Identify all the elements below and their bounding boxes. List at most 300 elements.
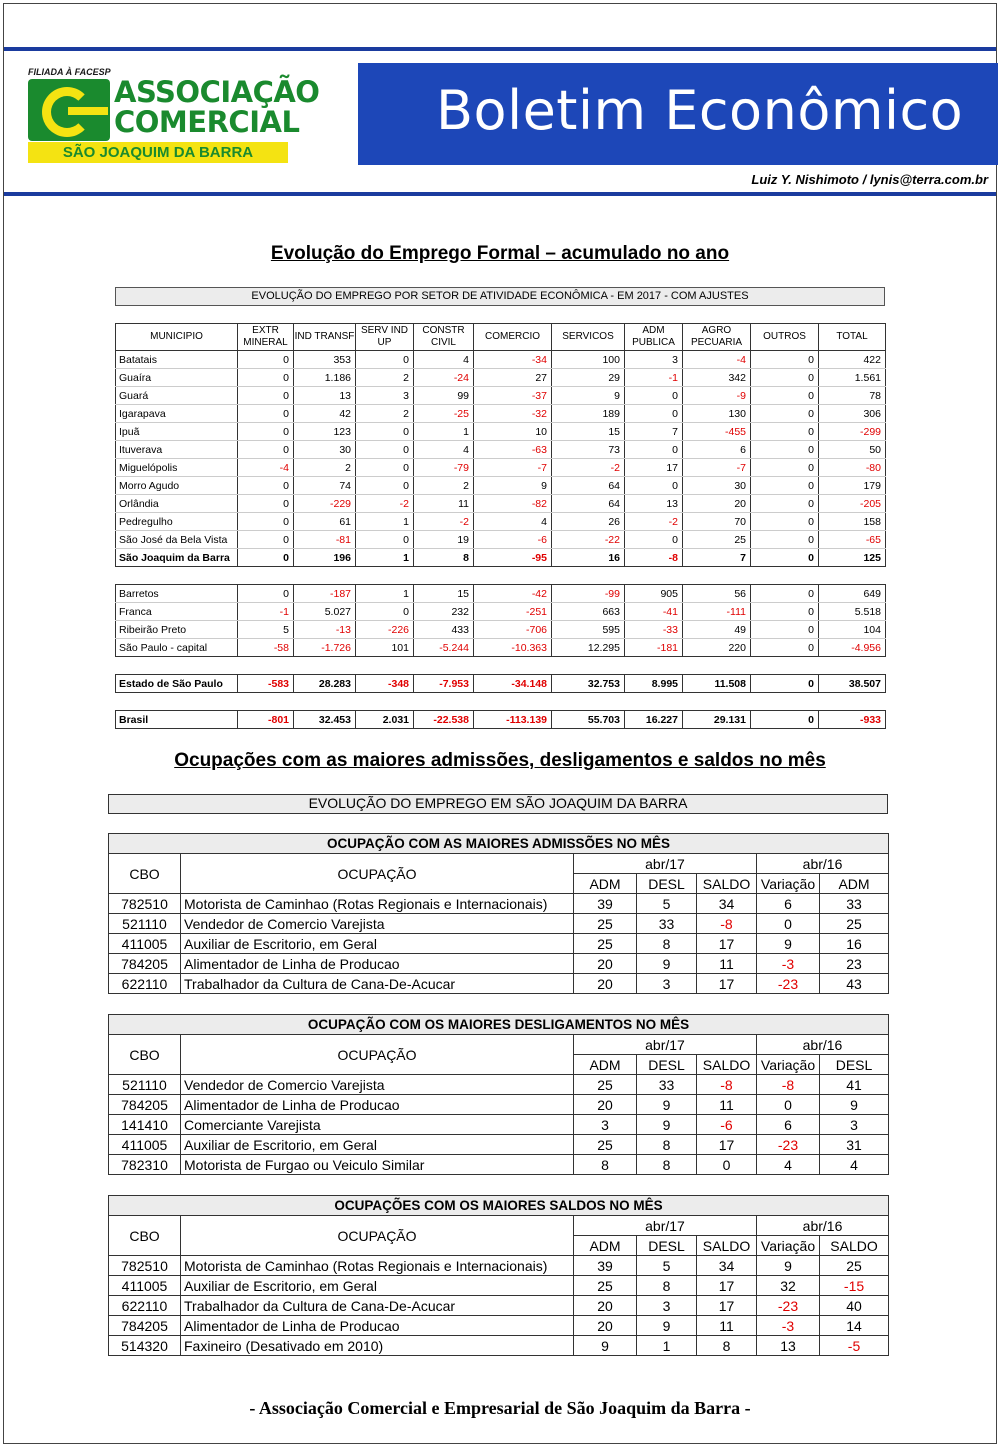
cbo-cell: 782510 [109,894,181,914]
column-header: SERVICOS [552,324,625,351]
table-row [116,675,886,693]
table-row [116,459,886,477]
table-row [116,531,886,549]
ocupacao-cell: Comerciante Varejista [181,1115,574,1135]
value-cell: -1 [238,603,294,621]
value-cell: 3 [820,1115,889,1135]
value-cell: 50 [819,441,886,459]
value-cell: 130 [683,405,751,423]
value-cell: 25 [574,1075,637,1095]
footer-text: - Associação Comercial e Empresarial de São Joaquim da Barra - [249,1398,751,1418]
period-header: abr/16 [757,854,889,874]
value-cell: 5.518 [819,603,886,621]
ocupacao-cell: Motorista de Caminhao (Rotas Regionais e Internacionais) [181,894,574,914]
column-header: ADM [574,1055,637,1075]
value-cell: 649 [819,585,886,603]
value-cell: 20 [574,1095,637,1115]
value-cell: 1 [414,423,474,441]
ocupacao-cell: Alimentador de Linha de Producao [181,1095,574,1115]
value-cell: 31 [820,1135,889,1155]
table-row [109,1135,889,1155]
value-cell: 1 [637,1336,697,1356]
value-cell: 6 [757,1115,820,1135]
cbo-header: CBO [109,1216,181,1256]
value-cell: -25 [414,405,474,423]
value-cell: -33 [625,621,683,639]
value-cell: 42 [294,405,356,423]
value-cell: 9 [552,387,625,405]
cbo-cell: 784205 [109,954,181,974]
table-row [116,711,886,729]
value-cell: 9 [637,954,697,974]
table-row [116,603,886,621]
municipio-cell: Miguelópolis [116,459,238,477]
value-cell: 56 [683,585,751,603]
value-cell: -2 [625,513,683,531]
value-cell: 13 [757,1336,820,1356]
cbo-cell: 784205 [109,1095,181,1115]
value-cell: -22 [552,531,625,549]
value-cell: 40 [820,1296,889,1316]
municipio-cell: Barretos [116,585,238,603]
value-cell: 0 [356,441,414,459]
value-cell: 9 [757,1256,820,1276]
value-cell: 61 [294,513,356,531]
value-cell: 0 [238,585,294,603]
value-cell: 26 [552,513,625,531]
column-header: IND TRANSF [294,324,356,351]
value-cell: -34 [474,351,552,369]
table-row [116,477,886,495]
value-cell: 0 [751,711,819,729]
value-cell: 9 [637,1115,697,1135]
value-cell: 41 [820,1075,889,1095]
value-cell: 0 [751,351,819,369]
value-cell: 15 [414,585,474,603]
occupation-table [108,1014,889,1175]
value-cell: -80 [819,459,886,477]
value-cell: -79 [414,459,474,477]
page-title: Boletim Econômico [436,79,964,142]
value-cell: 0 [757,914,820,934]
table-row [109,1256,889,1276]
cbo-cell: 782310 [109,1155,181,1175]
value-cell: 29 [552,369,625,387]
table-row [116,549,886,567]
value-cell: 0 [356,423,414,441]
value-cell: 5 [238,621,294,639]
value-cell: -801 [238,711,294,729]
value-cell: 15 [552,423,625,441]
value-cell: -933 [819,711,886,729]
value-cell: 33 [637,1075,697,1095]
municipio-cell: Pedregulho [116,513,238,531]
value-cell: 3 [356,387,414,405]
column-header: Variação [757,1236,820,1256]
value-cell: 17 [625,459,683,477]
table-row [109,974,889,994]
value-cell: -65 [819,531,886,549]
value-cell: 8 [574,1155,637,1175]
value-cell: -82 [474,495,552,513]
value-cell: 4 [414,441,474,459]
value-cell: 0 [751,369,819,387]
municipio-cell: Franca [116,603,238,621]
value-cell: 16.227 [625,711,683,729]
value-cell: -7 [474,459,552,477]
value-cell: 0 [238,405,294,423]
value-cell: 905 [625,585,683,603]
value-cell: 0 [238,549,294,567]
value-cell: 55.703 [552,711,625,729]
column-header: ADM PUBLICA [625,324,683,351]
value-cell: -3 [757,1316,820,1336]
value-cell: 0 [238,423,294,441]
value-cell: 1.186 [294,369,356,387]
value-cell: 6 [757,894,820,914]
cbo-cell: 521110 [109,1075,181,1095]
value-cell: -13 [294,621,356,639]
value-cell: 0 [757,1095,820,1115]
value-cell: -348 [356,675,414,693]
value-cell: 25 [574,1135,637,1155]
value-cell: -187 [294,585,356,603]
value-cell: 663 [552,603,625,621]
value-cell: 1 [356,549,414,567]
value-cell: -7 [683,459,751,477]
value-cell: 17 [697,1135,757,1155]
value-cell: 39 [574,1256,637,1276]
value-cell: 2.031 [356,711,414,729]
title-banner [358,63,998,165]
ocupacao-header: OCUPAÇÃO [181,1216,574,1256]
value-cell: 20 [683,495,751,513]
cbo-cell: 622110 [109,1296,181,1316]
table-row [109,1276,889,1296]
value-cell: 0 [751,621,819,639]
value-cell: 220 [683,639,751,657]
value-cell: 2 [294,459,356,477]
value-cell: 3 [574,1115,637,1135]
value-cell: 20 [574,954,637,974]
cbo-header: CBO [109,854,181,894]
value-cell: 0 [356,531,414,549]
table-row [116,639,886,657]
value-cell: 0 [751,513,819,531]
employment-table-banner: EVOLUÇÃO DO EMPREGO POR SETOR DE ATIVIDADE ECONÔMICA - EM 2017 - COM AJUSTES [115,287,885,306]
table-row [109,934,889,954]
value-cell: 0 [356,351,414,369]
value-cell: 433 [414,621,474,639]
cbo-cell: 622110 [109,974,181,994]
table-row [116,405,886,423]
municipio-cell: Guará [116,387,238,405]
spacer-row [116,567,886,585]
value-cell: -7.953 [414,675,474,693]
value-cell: -34.148 [474,675,552,693]
value-cell: -8 [697,914,757,934]
value-cell: 5 [637,1256,697,1276]
value-cell: 20 [574,1316,637,1336]
value-cell: 23 [820,954,889,974]
value-cell: -24 [414,369,474,387]
value-cell: 74 [294,477,356,495]
value-cell: 11.508 [683,675,751,693]
value-cell: 11 [697,1316,757,1336]
period-header: abr/17 [574,1216,757,1236]
value-cell: 0 [238,513,294,531]
value-cell: 1 [356,585,414,603]
value-cell: -5.244 [414,639,474,657]
ocupacao-cell: Motorista de Furgao ou Veiculo Similar [181,1155,574,1175]
value-cell: 0 [751,531,819,549]
municipio-cell: Ituverava [116,441,238,459]
value-cell: 8 [637,1276,697,1296]
table-row [116,513,886,531]
value-cell: 43 [820,974,889,994]
table-row [116,387,886,405]
occupation-table [108,833,889,994]
ocupacao-cell: Trabalhador da Cultura de Cana-De-Acucar [181,974,574,994]
value-cell: 0 [238,477,294,495]
value-cell: 1.561 [819,369,886,387]
value-cell: -111 [683,603,751,621]
value-cell: 5 [637,894,697,914]
value-cell: 17 [697,1296,757,1316]
cbo-header: CBO [109,1035,181,1075]
table-row [109,1316,889,1336]
cbo-cell: 521110 [109,914,181,934]
table-row [109,1095,889,1115]
value-cell: 33 [820,894,889,914]
value-cell: 29.131 [683,711,751,729]
ocupacao-header: OCUPAÇÃO [181,854,574,894]
value-cell: -181 [625,639,683,657]
value-cell: 25 [574,1276,637,1296]
section-title-emprego: Evolução do Emprego Formal – acumulado no ano [270,243,730,264]
cbo-cell: 411005 [109,934,181,954]
value-cell: 0 [625,531,683,549]
value-cell: 12.295 [552,639,625,657]
value-cell: 0 [625,477,683,495]
value-cell: 78 [819,387,886,405]
value-cell: -5 [820,1336,889,1356]
value-cell: -63 [474,441,552,459]
value-cell: 123 [294,423,356,441]
value-cell: 0 [356,603,414,621]
value-cell: -81 [294,531,356,549]
municipio-cell: Guaíra [116,369,238,387]
ocupacao-cell: Auxiliar de Escritorio, em Geral [181,934,574,954]
value-cell: -58 [238,639,294,657]
value-cell: 8 [637,934,697,954]
ocupacao-cell: Auxiliar de Escritorio, em Geral [181,1276,574,1296]
value-cell: 0 [751,423,819,441]
value-cell: -41 [625,603,683,621]
logo-name-line1: ASSOCIAÇÃO [114,75,320,109]
cbo-cell: 784205 [109,1316,181,1336]
table-row [109,1115,889,1135]
column-header: AGRO PECUARIA [683,324,751,351]
period-header: abr/16 [757,1035,889,1055]
value-cell: 9 [637,1095,697,1115]
value-cell: 8.995 [625,675,683,693]
occupation-banner: EVOLUÇÃO DO EMPREGO EM SÃO JOAQUIM DA BARRA [108,794,888,814]
municipio-cell: Ipuã [116,423,238,441]
value-cell: -706 [474,621,552,639]
value-cell: 353 [294,351,356,369]
occupation-table-title: OCUPAÇÃO COM OS MAIORES DESLIGAMENTOS NO MÊS [109,1015,889,1035]
value-cell: -4 [238,459,294,477]
value-cell: 8 [637,1135,697,1155]
period-header: abr/17 [574,854,757,874]
value-cell: 28.283 [294,675,356,693]
value-cell: 0 [238,441,294,459]
cbo-cell: 411005 [109,1276,181,1296]
table-row [116,585,886,603]
value-cell: 0 [356,477,414,495]
spacer-row [116,693,886,711]
value-cell: -229 [294,495,356,513]
table-row [109,1155,889,1175]
municipio-cell: Batatais [116,351,238,369]
value-cell: 100 [552,351,625,369]
value-cell: -10.363 [474,639,552,657]
ocupacao-header: OCUPAÇÃO [181,1035,574,1075]
municipio-cell: Estado de São Paulo [116,675,238,693]
municipio-cell: Morro Agudo [116,477,238,495]
value-cell: 4 [757,1155,820,1175]
value-cell: -1 [625,369,683,387]
value-cell: -1.726 [294,639,356,657]
value-cell: 7 [683,549,751,567]
ocupacao-cell: Motorista de Caminhao (Rotas Regionais e Internacionais) [181,1256,574,1276]
value-cell: 0 [625,387,683,405]
value-cell: -299 [819,423,886,441]
value-cell: 39 [574,894,637,914]
association-logo [28,67,320,163]
value-cell: 9 [637,1316,697,1336]
value-cell: -4.956 [819,639,886,657]
occupation-table [108,1195,889,1356]
value-cell: 0 [238,531,294,549]
value-cell: -583 [238,675,294,693]
value-cell: -205 [819,495,886,513]
value-cell: 70 [683,513,751,531]
value-cell: -3 [757,954,820,974]
cbo-cell: 782510 [109,1256,181,1276]
table-row [116,351,886,369]
value-cell: -23 [757,1296,820,1316]
ocupacao-cell: Vendedor de Comercio Varejista [181,914,574,934]
value-cell: 7 [625,423,683,441]
header-top-rule [4,47,996,51]
table-row [116,369,886,387]
value-cell: -9 [683,387,751,405]
value-cell: 125 [819,549,886,567]
column-header: ADM [574,1236,637,1256]
ocupacao-cell: Alimentador de Linha de Producao [181,954,574,974]
value-cell: -8 [757,1075,820,1095]
value-cell: 0 [751,603,819,621]
value-cell: 0 [751,549,819,567]
table-row [116,621,886,639]
value-cell: 32.453 [294,711,356,729]
value-cell: 73 [552,441,625,459]
period-header: abr/16 [757,1216,889,1236]
column-header: EXTR MINERAL [238,324,294,351]
value-cell: -8 [625,549,683,567]
table-row [109,894,889,914]
value-cell: 342 [683,369,751,387]
value-cell: 64 [552,495,625,513]
value-cell: 4 [414,351,474,369]
municipio-cell: São Joaquim da Barra [116,549,238,567]
value-cell: 3 [637,1296,697,1316]
logo-filiada-text: FILIADA À FACESP [28,67,111,77]
column-header: ADM [574,874,637,894]
value-cell: 16 [552,549,625,567]
cbo-cell: 411005 [109,1135,181,1155]
period-header: abr/17 [574,1035,757,1055]
value-cell: 3 [625,351,683,369]
value-cell: 17 [697,934,757,954]
value-cell: 17 [697,1276,757,1296]
column-header: TOTAL [819,324,886,351]
value-cell: 5.027 [294,603,356,621]
column-header: Variação [757,1055,820,1075]
value-cell: 0 [751,477,819,495]
section-title-ocupacoes: Ocupações com as maiores admissões, desligamentos e saldos no mês [174,750,826,771]
value-cell: -15 [820,1276,889,1296]
table-row [109,1075,889,1095]
column-header: DESL [820,1055,889,1075]
value-cell: 0 [238,387,294,405]
cbo-cell: 514320 [109,1336,181,1356]
value-cell: 11 [414,495,474,513]
value-cell: 9 [757,934,820,954]
table-row [116,423,886,441]
header-bottom-rule [4,192,996,196]
occupation-table-title: OCUPAÇÕES COM OS MAIORES SALDOS NO MÊS [109,1196,889,1216]
column-header: SALDO [697,1236,757,1256]
value-cell: -22.538 [414,711,474,729]
value-cell: 10 [474,423,552,441]
value-cell: 0 [625,405,683,423]
value-cell: 158 [819,513,886,531]
value-cell: -37 [474,387,552,405]
value-cell: 13 [294,387,356,405]
value-cell: 38.507 [819,675,886,693]
value-cell: 0 [238,369,294,387]
value-cell: 196 [294,549,356,567]
employment-table [115,323,886,729]
value-cell: -6 [474,531,552,549]
value-cell: 0 [751,675,819,693]
value-cell: 2 [414,477,474,495]
municipio-cell: Ribeirão Preto [116,621,238,639]
value-cell: 30 [294,441,356,459]
value-cell: 20 [574,1296,637,1316]
value-cell: 33 [637,914,697,934]
value-cell: -23 [757,1135,820,1155]
table-row [109,1336,889,1356]
column-header: SERV IND UP [356,324,414,351]
column-header: SALDO [697,1055,757,1075]
column-header: CONSTR CIVIL [414,324,474,351]
table-row [116,441,886,459]
logo-name-line2: COMERCIAL [114,105,300,139]
